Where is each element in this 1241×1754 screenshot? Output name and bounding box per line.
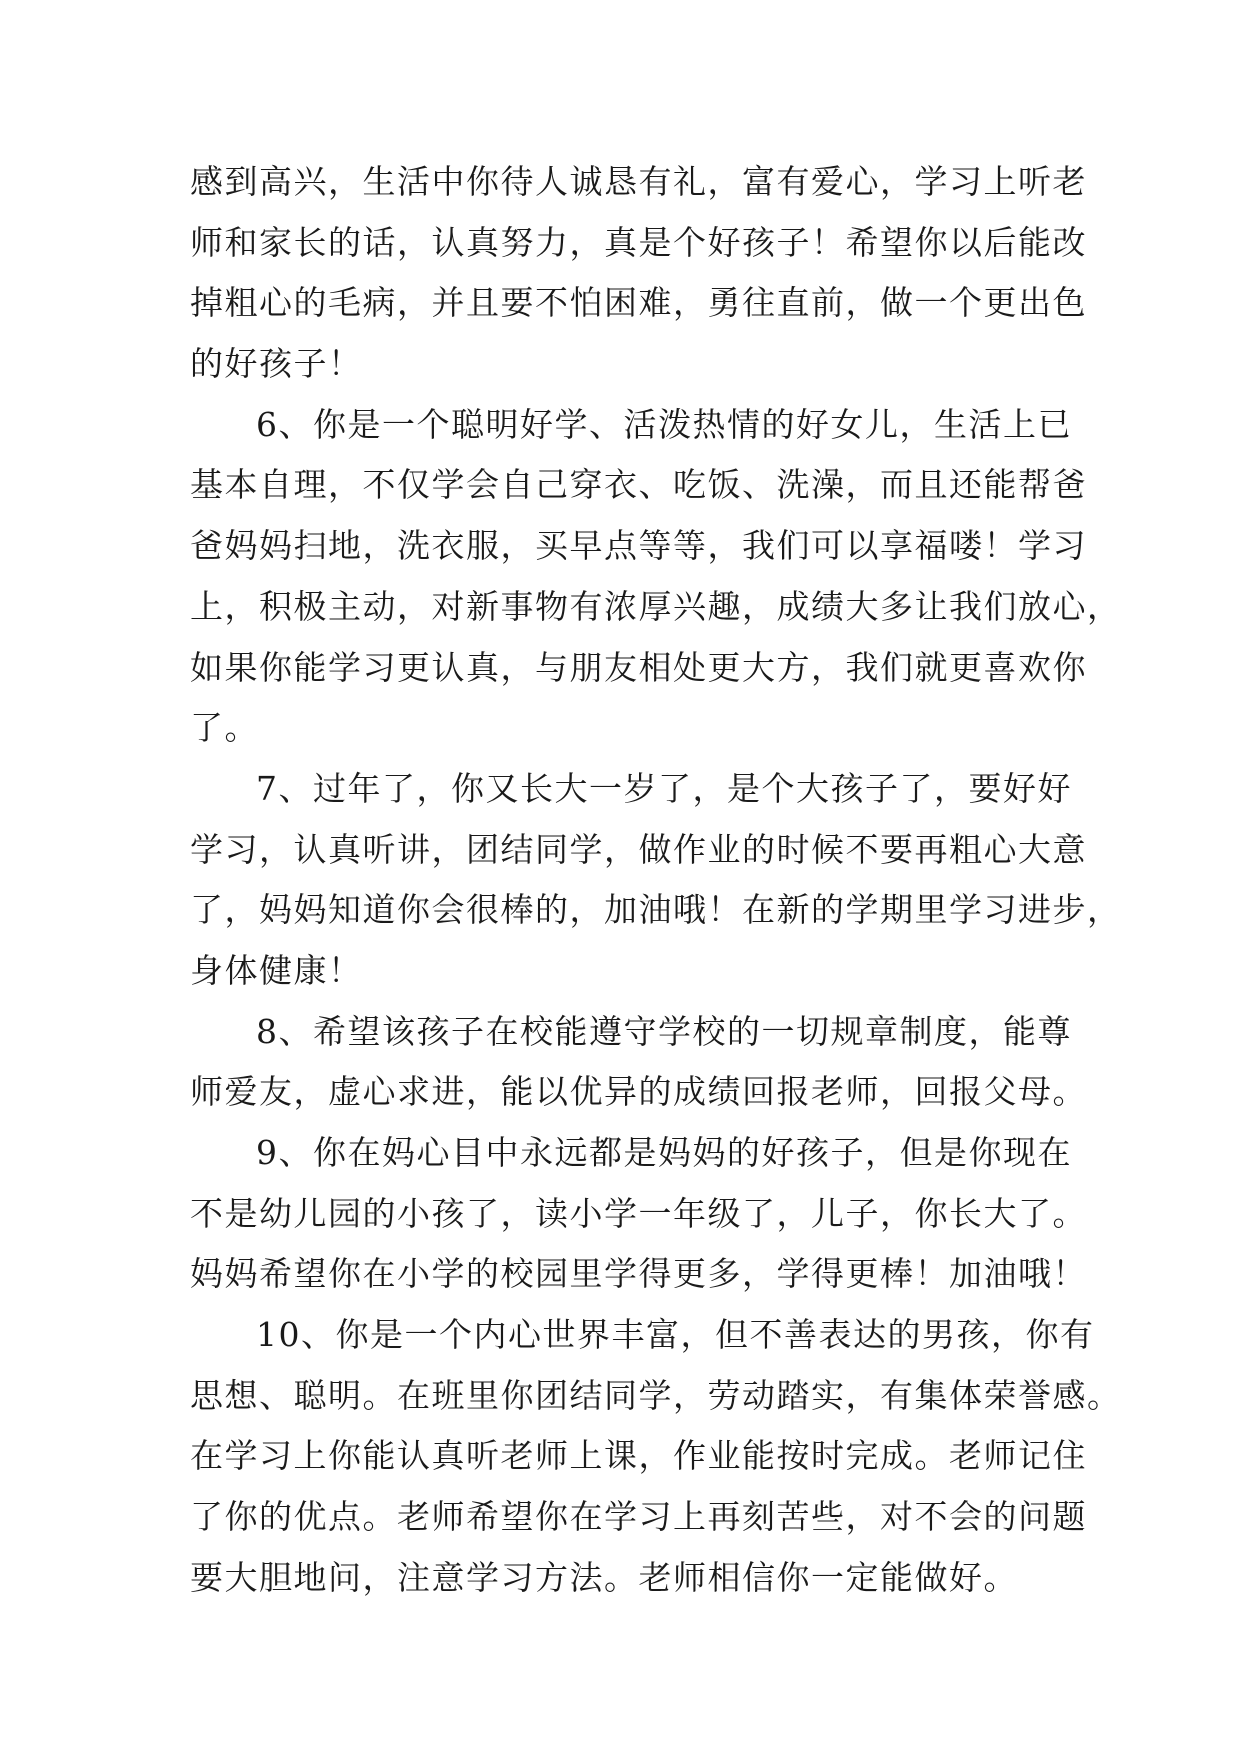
text-line: 爸妈妈扫地，洗衣服，买早点等等，我们可以享福喽！学习	[190, 526, 1087, 566]
text-line: 如果你能学习更认真，与朋友相处更大方，我们就更喜欢你	[190, 647, 1087, 687]
text-line: 了。	[190, 708, 259, 748]
text-line: 师爱友，虚心求进，能以优异的成绩回报老师，回报父母。	[190, 1072, 1087, 1112]
text-line: 感到高兴，生活中你待人诚恳有礼，富有爱心，学习上听老	[190, 162, 1087, 201]
text-line: 上，积极主动，对新事物有浓厚兴趣，成绩大多让我们放心，	[190, 586, 1122, 626]
text-line: 10、你是一个内心世界丰富，但不善表达的男孩，你有	[256, 1315, 1095, 1355]
text-line: 8、希望该孩子在校能遵守学校的一切规章制度，能尊	[256, 1011, 1072, 1051]
text-line: 掉粗心的毛病，并且要不怕困难，勇往直前，做一个更出色	[190, 283, 1087, 323]
text-line: 的好孩子！	[190, 344, 363, 384]
text-line: 思想、聪明。在班里你团结同学，劳动踏实，有集体荣誉感。	[190, 1375, 1122, 1415]
text-line: 妈妈希望你在小学的校园里学得更多，学得更棒！加油哦！	[190, 1254, 1087, 1294]
text-line: 基本自理，不仅学会自己穿衣、吃饭、洗澡，而且还能帮爸	[190, 465, 1087, 505]
document-body	[190, 152, 1122, 1609]
text-line: 9、你在妈心目中永远都是妈妈的好孩子，但是你现在	[256, 1133, 1072, 1172]
text-line: 要大胆地问，注意学习方法。老师相信你一定能做好。	[190, 1557, 1018, 1597]
text-line: 学习，认真听讲，团结同学，做作业的时候不要再粗心大意	[190, 829, 1087, 869]
text-line: 师和家长的话，认真努力，真是个好孩子！希望你以后能改	[190, 222, 1087, 262]
text-line: 身体健康！	[190, 950, 363, 990]
text-line: 在学习上你能认真听老师上课，作业能按时完成。老师记住	[190, 1436, 1087, 1476]
text-line: 了，妈妈知道你会很棒的，加油哦！在新的学期里学习进步，	[190, 890, 1122, 930]
text-line: 不是幼儿园的小孩了，读小学一年级了，儿子，你长大了。	[190, 1193, 1087, 1233]
text-line: 了你的优点。老师希望你在学习上再刻苦些，对不会的问题	[190, 1497, 1087, 1537]
text-line: 7、过年了，你又长大一岁了，是个大孩子了，要好好	[256, 768, 1072, 808]
text-line: 6、你是一个聪明好学、活泼热情的好女儿，生活上已	[256, 404, 1072, 444]
